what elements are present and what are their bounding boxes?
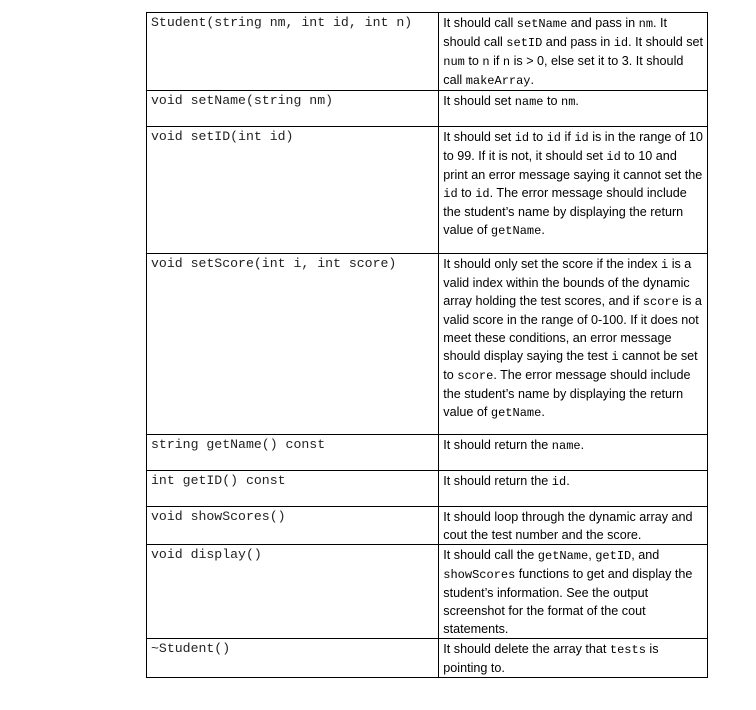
code-term: tests	[609, 643, 646, 657]
description-text: if	[561, 130, 575, 144]
method-description	[439, 13, 708, 91]
description-text: to	[529, 130, 547, 144]
description-text: It should set	[443, 130, 515, 144]
table-row	[147, 471, 708, 507]
code-term: name	[514, 95, 544, 109]
code-term: makeArray	[465, 74, 531, 88]
description-text: It should delete the array that	[443, 642, 610, 656]
table-row	[147, 127, 708, 254]
description-text: .	[541, 405, 545, 419]
code-term: getName	[490, 224, 542, 238]
method-description	[439, 254, 708, 435]
description-text: .	[566, 474, 570, 488]
code-term: score	[457, 369, 494, 383]
code-term: id	[613, 36, 629, 50]
description-text: is > 0, else set it to 3. It should call	[443, 54, 684, 87]
description-text: if	[489, 54, 503, 68]
table-row	[147, 545, 708, 639]
description-text: .	[580, 438, 585, 452]
description-text: cannot be set to	[443, 349, 698, 382]
code-term: id	[546, 131, 562, 145]
description-text: . The error message should include the student’s name by displaying the return value of	[443, 368, 691, 419]
description-text: It should return the	[443, 474, 552, 488]
description-text: .	[530, 73, 534, 87]
code-term: n	[502, 55, 511, 69]
description-text: is a valid index within the bounds of the dynamic array holding the test scores, and if	[443, 257, 692, 308]
code-term: getName	[537, 549, 589, 563]
code-term: id	[475, 187, 490, 201]
description-text: . The error message should include the student’s name by displaying the return value of	[443, 186, 687, 237]
method-signature: void setID(int id)	[147, 127, 439, 254]
description-text: functions to get and display the student’s information. See the output screenshot for the format of the cout statements.	[443, 567, 693, 636]
code-term: getID	[595, 549, 632, 563]
method-signature: void setName(string nm)	[147, 91, 439, 127]
description-text: It should call	[443, 16, 517, 30]
description-text: . It should call	[443, 16, 668, 49]
description-text: is pointing to.	[443, 642, 659, 675]
code-term: nm	[638, 17, 654, 31]
method-signature: ~Student()	[147, 639, 439, 678]
method-description	[439, 471, 708, 507]
code-term: num	[443, 55, 465, 69]
description-text: .	[541, 223, 545, 237]
description-text: .	[575, 94, 579, 108]
method-signature: void showScores()	[147, 507, 439, 545]
code-term: setName	[516, 17, 568, 31]
code-term: id	[574, 131, 589, 145]
description-text: It should only set the score if the index	[443, 257, 661, 271]
description-text: It should set	[443, 94, 515, 108]
description-text: ,	[588, 548, 596, 562]
method-description	[439, 545, 708, 639]
description-text: and pass in	[567, 16, 639, 30]
method-signature: Student(string nm, int id, int n)	[147, 13, 439, 91]
code-term: showScores	[443, 568, 516, 582]
method-description	[439, 507, 708, 545]
method-signature: void setScore(int i, int score)	[147, 254, 439, 435]
method-description	[439, 127, 708, 254]
table-row	[147, 639, 708, 678]
description-text: It should return the	[443, 438, 552, 452]
description-text: It should loop through the dynamic array and cout the test number and the score.	[443, 510, 693, 542]
description-text: to 10 and print an error message saying it cannot set the	[443, 149, 703, 182]
table-row	[147, 435, 708, 471]
method-description	[439, 639, 708, 678]
description-text: It should call the	[443, 548, 538, 562]
method-signature: void display()	[147, 545, 439, 639]
table-row	[147, 507, 708, 545]
code-term: i	[611, 350, 619, 364]
code-term: getName	[490, 406, 542, 420]
code-term: id	[551, 475, 567, 489]
description-text: to	[457, 186, 476, 200]
code-term: nm	[561, 95, 576, 109]
description-text: , and	[631, 548, 660, 562]
description-text: and pass in	[542, 35, 614, 49]
description-text: is in the range of 10 to 99. If it is not, it should set	[443, 130, 703, 163]
table-row	[147, 254, 708, 435]
code-term: id	[606, 150, 621, 164]
method-spec-table	[146, 12, 708, 678]
method-signature: string getName() const	[147, 435, 439, 471]
code-term: score	[642, 295, 679, 309]
code-term: i	[661, 258, 669, 272]
description-text: is a valid score in the range of 0-100. If it does not meet these conditions, an error message should display saying the test	[443, 294, 702, 363]
table-row	[147, 91, 708, 127]
method-description	[439, 91, 708, 127]
description-text: to	[543, 94, 562, 108]
method-spec-body	[147, 13, 708, 678]
table-row	[147, 13, 708, 91]
code-term: id	[514, 131, 530, 145]
code-term: id	[443, 187, 458, 201]
code-term: name	[551, 439, 581, 453]
method-description	[439, 435, 708, 471]
code-term: setID	[506, 36, 543, 50]
description-text: to	[464, 54, 483, 68]
code-term: n	[482, 55, 490, 69]
method-signature: int getID() const	[147, 471, 439, 507]
description-text: . It should set	[628, 35, 704, 49]
